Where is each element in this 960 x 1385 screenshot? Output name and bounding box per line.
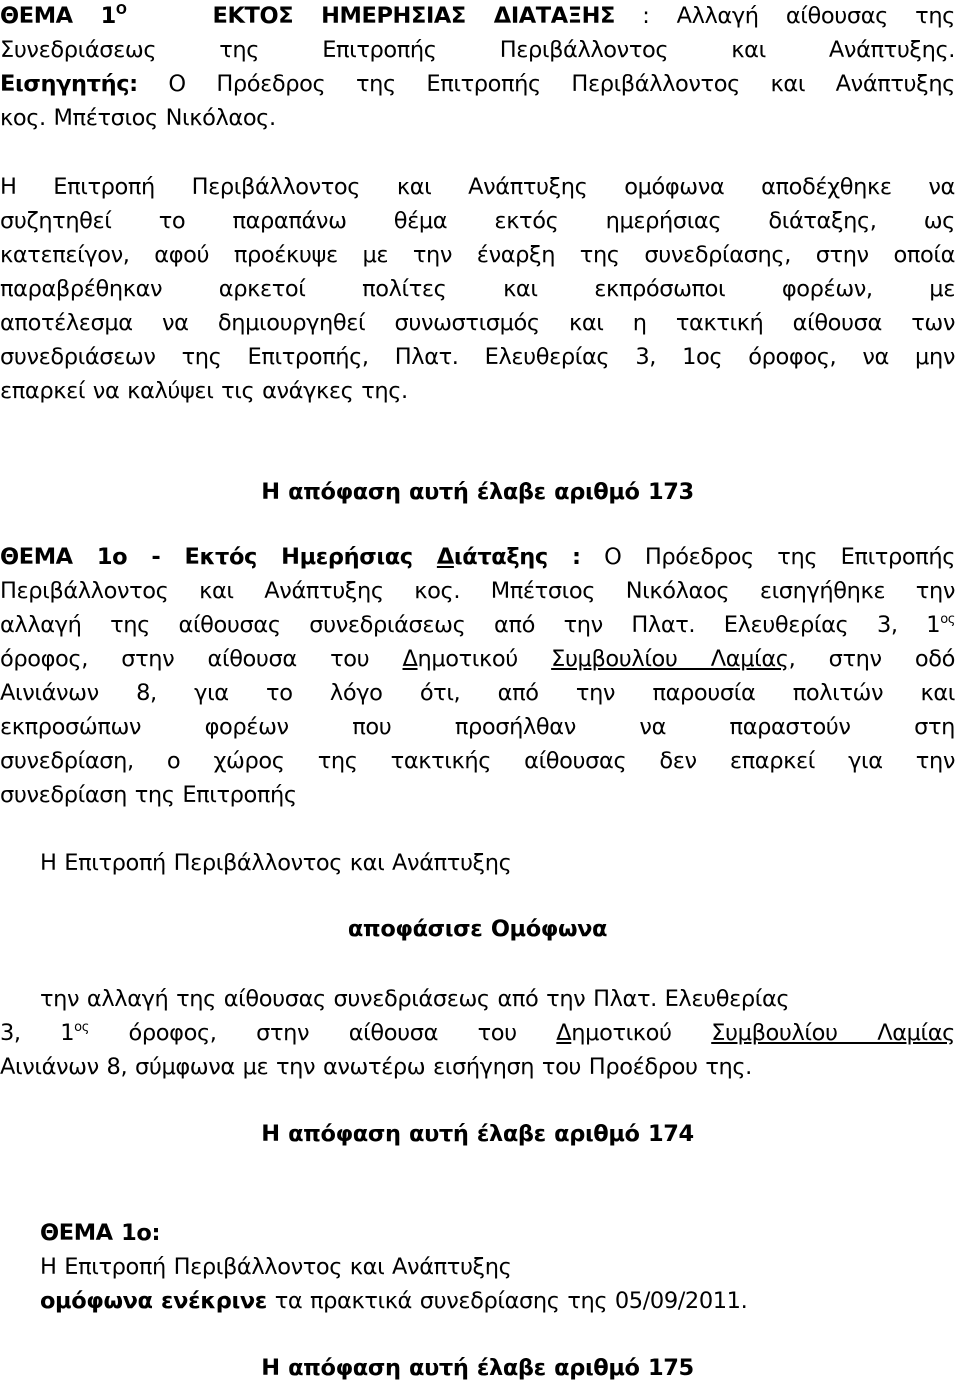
para1-line: αποτέλεσμα να δημιουργηθεί συνωστισμός και η τακτική αίθουσα των [0,310,955,336]
thema2-label: ΘΕΜΑ 1ο - Εκτός Ημερήσιας Διάταξης : [0,544,581,570]
thema3-committee: Η Επιτροπή Περιβάλλοντος και Ανάπτυξης [40,1254,512,1280]
resolution-line-1: την αλλαγή της αίθουσας συνεδριάσεως από την Πλατ. Ελευθερίας [40,986,790,1012]
thema2-line-1 [0,540,955,574]
rapporteur-text: Ο Πρόεδρος της Επιτροπής Περιβάλλοντος και Ανάπτυξης [168,71,955,97]
intro-line-3 [0,67,955,101]
thema-separator: : [614,3,650,29]
para1-line: συζητηθεί το παραπάνω θέμα εκτός ημερήσιας διάταξης, ως [0,208,955,234]
intro-line-4: κος. Μπέτσιος Νικόλαος. [0,105,276,131]
thema2-line-3: αλλαγή της αίθουσας συνεδριάσεως από την Πλατ. Ελευθερίας 3, $1^{o\varsigma}$ [0,612,955,638]
resolution-line-2: 3, $1^{o\varsigma}$ όροφος, στην αίθουσα του Δημοτικού Συμβουλίου Λαμίας [0,1020,955,1046]
para1-line: παραβρέθηκαν αρκετοί πολίτες και εκπρόσωποι φορέων, με [0,276,955,302]
thema-label: ΘΕΜΑ $1^O$ [0,3,127,29]
thema2-line-4: όροφος, στην αίθουσα του Δημοτικού Συμβουλίου Λαμίας, στην οδό [0,646,956,672]
decision-173-heading: Η απόφαση αυτή έλαβε αριθμό 173 [261,479,694,505]
thema-title: ΕΚΤΟΣ ΗΜΕΡΗΣΙΑΣ ΔΙΑΤΑΞΗΣ [212,3,615,29]
municipal-council-link-text: Συμβουλίου Λαμίας [551,646,789,672]
thema2-line-7: συνεδρίαση, ο χώρος της τακτικής αίθουσας δεν επαρκεί για την [0,748,955,774]
thema2-intro: Ο Πρόεδρος της Επιτροπής [604,544,955,570]
thema3-approval: ομόφωνα ενέκρινε τα πρακτικά συνεδρίασης της 05/09/2011. [40,1288,748,1314]
rapporteur-label: Εισηγητής: [0,71,138,97]
para1-line: κατεπείγον, αφού προέκυψε με την έναρξη της συνεδρίασης, στην οποία [0,242,955,268]
para1-line: Η Επιτροπή Περιβάλλοντος και Ανάπτυξης ομόφωνα αποδέχθηκε να [0,174,955,200]
thema-subject: Αλλαγή αίθουσας της [676,3,955,29]
intro-line-1 [0,0,955,33]
thema2-line-5: Αινιάνων 8, για το λόγο ότι, από την παρουσία πολιτών και [0,680,955,706]
para1-last-line: επαρκεί να καλύψει τις ανάγκες της. [0,378,408,404]
thema2-line-8: συνεδρίαση της Επιτροπής [0,782,297,808]
para1-line: συνεδριάσεων της Επιτροπής, Πλατ. Ελευθερίας 3, 1ος όροφος, να μην [0,344,955,370]
committee-line: Η Επιτροπή Περιβάλλοντος και Ανάπτυξης [40,850,512,876]
decision-175-heading: Η απόφαση αυτή έλαβε αριθμό 175 [261,1355,694,1381]
thema2-line-2: Περιβάλλοντος και Ανάπτυξης κος. Μπέτσιος Νικόλαος εισηγήθηκε την [0,578,955,604]
intro-line-2: Συνεδριάσεως της Επιτροπής Περιβάλλοντος και Ανάπτυξης. [0,37,955,63]
thema3-label: ΘΕΜΑ 1ο: [40,1220,161,1246]
thema2-line-6: εκπροσώπων φορέων που προσήλθαν να παραστούν στη [0,714,955,740]
decided-unanimously: αποφάσισε Ομόφωνα [347,916,608,942]
resolution-line-3: Αινιάνων 8, σύμφωνα με την ανωτέρω εισήγηση του Προέδρου της. [0,1054,752,1080]
decision-174-heading: Η απόφαση αυτή έλαβε αριθμό 174 [261,1121,694,1147]
